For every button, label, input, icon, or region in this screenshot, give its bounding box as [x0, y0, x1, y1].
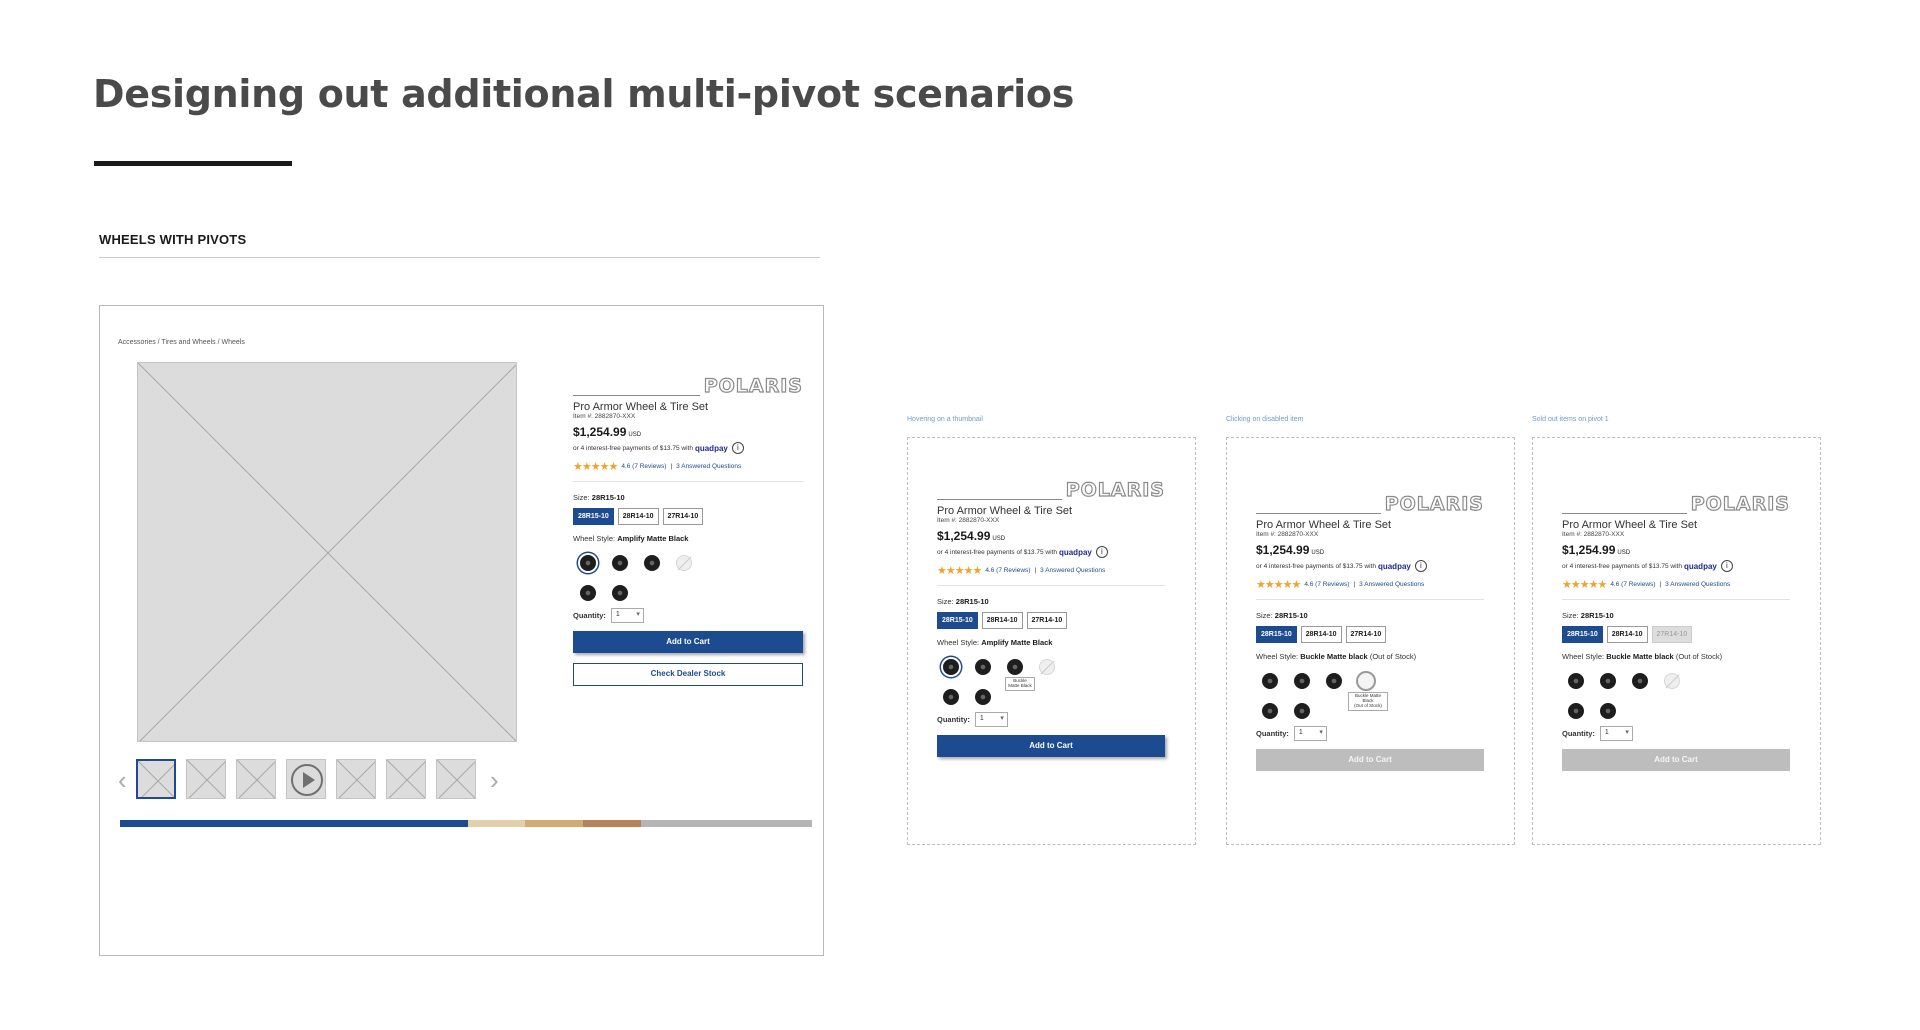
item-number: Item #: 2882870-XXX	[573, 413, 636, 420]
product-name: Pro Armor Wheel & Tire Set	[937, 505, 1073, 517]
thumbnail-7[interactable]	[436, 759, 476, 799]
size-option[interactable]: 27R14-10	[1346, 626, 1387, 643]
polaris-logo: POLARIS	[1687, 495, 1790, 514]
wheel-swatch-icon[interactable]	[975, 689, 991, 705]
swatch-tooltip: Buckle Matte Black	[1005, 677, 1035, 691]
wheel-swatch-icon[interactable]	[943, 659, 959, 675]
wheel-swatch-icon[interactable]	[1294, 703, 1310, 719]
quantity-row: Quantity: 1 ▾	[1562, 726, 1790, 741]
color-segment-blue	[120, 820, 468, 827]
questions-link[interactable]: 3 Answered Questions	[676, 463, 742, 470]
section-divider	[99, 257, 820, 258]
scenario-caption: Hovering on a thumbnail	[907, 416, 983, 423]
info-icon[interactable]: i	[1415, 560, 1427, 572]
polaris-logo: POLARIS	[700, 377, 803, 396]
info-icon[interactable]: i	[1721, 560, 1733, 572]
size-label: Size: 28R15-10	[1562, 611, 1614, 620]
breadcrumb[interactable]: Accessories / Tires and Wheels / Wheels	[118, 339, 245, 346]
reviews-link[interactable]: 4.6 (7 Reviews)	[985, 567, 1031, 574]
questions-link[interactable]: 3 Answered Questions	[1359, 581, 1425, 588]
questions-link[interactable]: 3 Answered Questions	[1040, 567, 1106, 574]
quantity-select[interactable]: 1 ▾	[1600, 726, 1633, 741]
item-number: Item #: 2882870-XXX	[937, 517, 1000, 524]
wheel-swatch-icon[interactable]	[1568, 673, 1584, 689]
wheel-swatch-icon[interactable]	[612, 585, 628, 601]
quadpay-logo[interactable]: quadpay	[1683, 561, 1717, 571]
installments-row: or 4 interest-free payments of $13.75 with quadpay i	[1256, 560, 1484, 572]
wheel-swatch-icon[interactable]	[580, 555, 596, 571]
rating-row: ★★★★★ 4.6 (7 Reviews) | 3 Answered Questions	[1562, 579, 1731, 591]
add-to-cart-button[interactable]: Add to Cart	[573, 631, 803, 653]
size-option[interactable]: 28R14-10	[1607, 626, 1648, 643]
size-option[interactable]: 27R14-10	[663, 508, 704, 525]
wheel-style-swatches	[1256, 666, 1484, 722]
rating-row: ★★★★★ 4.6 (7 Reviews) | 3 Answered Questions	[573, 461, 742, 473]
thumbnail-2[interactable]	[186, 759, 226, 799]
quantity-select[interactable]: 1 ▾	[975, 712, 1008, 727]
add-to-cart-button-disabled[interactable]: Add to Cart	[1562, 749, 1790, 771]
chevron-right-icon[interactable]: ›	[490, 765, 499, 795]
add-to-cart-button[interactable]: Add to Cart	[937, 735, 1165, 757]
quantity-row: Quantity: 1 ▾	[573, 608, 803, 623]
wheel-swatch-icon[interactable]	[1294, 673, 1310, 689]
wheel-swatch-icon[interactable]	[1007, 659, 1023, 675]
wheel-swatch-icon[interactable]	[1262, 673, 1278, 689]
star-rating-icon: ★★★★★	[937, 565, 982, 577]
color-segment-gray	[641, 820, 812, 827]
wheel-swatch-icon[interactable]	[1262, 703, 1278, 719]
size-label: Size: 28R15-10	[937, 597, 989, 606]
scenario-caption: Clicking on disabled item	[1226, 416, 1304, 423]
wheel-swatch-icon[interactable]	[1632, 673, 1648, 689]
section-label: WHEELS WITH PIVOTS	[99, 232, 247, 247]
size-options	[1562, 626, 1790, 643]
quantity-row: Quantity: 1 ▾	[937, 712, 1165, 727]
quadpay-logo[interactable]: quadpay	[1058, 547, 1092, 557]
star-rating-icon: ★★★★★	[1562, 579, 1607, 591]
image-placeholder-cross	[138, 363, 517, 742]
quantity-select[interactable]: 1 ▾	[611, 608, 644, 623]
size-option[interactable]: 28R15-10	[573, 508, 614, 525]
product-name: Pro Armor Wheel & Tire Set	[1256, 519, 1392, 531]
rating-row: ★★★★★ 4.6 (7 Reviews) | 3 Answered Questions	[1256, 579, 1425, 591]
wheel-swatch-disabled-icon[interactable]	[1664, 673, 1680, 689]
questions-link[interactable]: 3 Answered Questions	[1665, 581, 1731, 588]
size-option-disabled[interactable]: 27R14-10	[1652, 626, 1693, 643]
size-option[interactable]: 28R15-10	[1562, 626, 1603, 643]
size-label: Size: 28R15-10	[1256, 611, 1308, 620]
info-icon[interactable]: i	[732, 442, 744, 454]
wheel-swatch-icon[interactable]	[580, 585, 596, 601]
price: $1,254.99 USD	[1562, 543, 1631, 557]
product-info	[1562, 494, 1790, 771]
play-icon	[287, 760, 326, 799]
wheel-swatch-icon[interactable]	[644, 555, 660, 571]
swatch-tooltip: Buckle Matte Black (Out of Stock)	[1348, 692, 1388, 711]
wheel-style-label: Wheel Style: Buckle Matte black (Out of Stock)	[1256, 652, 1417, 661]
product-info	[1256, 494, 1484, 771]
size-option[interactable]: 28R14-10	[982, 612, 1023, 629]
wheel-swatch-icon[interactable]	[1600, 673, 1616, 689]
installments-row: or 4 interest-free payments of $13.75 with quadpay i	[937, 546, 1165, 558]
reviews-link[interactable]: 4.6 (7 Reviews)	[621, 463, 667, 470]
scenario-hover-thumbnail	[907, 437, 1196, 845]
title-underline	[94, 161, 292, 166]
polaris-logo: POLARIS	[1062, 481, 1165, 500]
reviews-link[interactable]: 4.6 (7 Reviews)	[1304, 581, 1350, 588]
size-option[interactable]: 28R14-10	[1301, 626, 1342, 643]
size-options	[573, 508, 803, 525]
brand-header	[573, 376, 803, 398]
info-icon[interactable]: i	[1096, 546, 1108, 558]
brand-color-bar	[120, 820, 812, 827]
size-option[interactable]: 28R15-10	[1256, 626, 1297, 643]
size-options	[937, 612, 1165, 629]
wheel-swatch-icon[interactable]	[612, 555, 628, 571]
wheel-swatch-icon[interactable]	[1600, 703, 1616, 719]
hero-image-placeholder[interactable]	[137, 362, 517, 742]
wheel-swatch-icon[interactable]	[943, 689, 959, 705]
price: $1,254.99 USD	[573, 425, 642, 439]
quantity-row: Quantity: 1 ▾	[1256, 726, 1484, 741]
star-rating-icon: ★★★★★	[573, 461, 618, 473]
size-option[interactable]: 28R15-10	[937, 612, 978, 629]
chevron-left-icon[interactable]: ‹	[118, 765, 127, 795]
slide-title: Designing out additional multi-pivot scenarios	[93, 72, 1075, 116]
quantity-select[interactable]: 1 ▾	[1294, 726, 1327, 741]
wheel-swatch-disabled-selected-icon[interactable]	[1356, 671, 1376, 691]
price: $1,254.99 USD	[1256, 543, 1325, 557]
wheel-swatch-disabled-icon[interactable]	[1039, 659, 1055, 675]
wheel-style-label: Wheel Style: Amplify Matte Black	[937, 638, 1053, 647]
size-option[interactable]: 28R14-10	[618, 508, 659, 525]
thumbnail-video[interactable]	[286, 759, 326, 799]
check-dealer-stock-button[interactable]: Check Dealer Stock	[573, 663, 803, 686]
color-segment-brown	[583, 820, 641, 827]
scenario-disabled-click	[1226, 437, 1515, 845]
thumbnail-strip	[118, 759, 518, 801]
thumbnail-5[interactable]	[336, 759, 376, 799]
wheel-style-swatches	[937, 652, 1165, 708]
wheel-style-label: Wheel Style: Buckle Matte black (Out of Stock)	[1562, 652, 1723, 661]
wheel-swatch-icon[interactable]	[1568, 703, 1584, 719]
installments-row: or 4 interest-free payments of $13.75 with quadpay i	[573, 442, 803, 454]
size-options	[1256, 626, 1484, 643]
installments-row: or 4 interest-free payments of $13.75 with quadpay i	[1562, 560, 1790, 572]
rating-row: ★★★★★ 4.6 (7 Reviews) | 3 Answered Questions	[937, 565, 1106, 577]
thumbnail-6[interactable]	[386, 759, 426, 799]
size-option[interactable]: 27R14-10	[1027, 612, 1068, 629]
product-name: Pro Armor Wheel & Tire Set	[573, 401, 709, 413]
product-name: Pro Armor Wheel & Tire Set	[1562, 519, 1698, 531]
color-segment-tan	[525, 820, 583, 827]
wheel-style-swatches	[573, 548, 803, 604]
main-product-wireframe	[99, 305, 824, 956]
polaris-logo: POLARIS	[1381, 495, 1484, 514]
scenario-caption: Sold out items on pivot 1	[1532, 416, 1609, 423]
wheel-swatch-icon[interactable]	[1326, 673, 1342, 689]
price: $1,254.99 USD	[937, 529, 1006, 543]
wheel-style-swatches	[1562, 666, 1790, 722]
wheel-style-label: Wheel Style: Amplify Matte Black	[573, 534, 689, 543]
item-number: Item #: 2882870-XXX	[1256, 531, 1319, 538]
wheel-swatch-icon[interactable]	[975, 659, 991, 675]
quadpay-logo[interactable]: quadpay	[694, 443, 728, 453]
color-segment-sand	[468, 820, 525, 827]
item-number: Item #: 2882870-XXX	[1562, 531, 1625, 538]
product-info	[937, 480, 1165, 757]
reviews-link[interactable]: 4.6 (7 Reviews)	[1610, 581, 1656, 588]
star-rating-icon: ★★★★★	[1256, 579, 1301, 591]
quadpay-logo[interactable]: quadpay	[1377, 561, 1411, 571]
product-info	[573, 376, 803, 686]
size-label: Size: 28R15-10	[573, 493, 625, 502]
thumbnail-1[interactable]	[136, 759, 176, 799]
wheel-swatch-disabled-icon[interactable]	[676, 555, 692, 571]
thumbnail-3[interactable]	[236, 759, 276, 799]
add-to-cart-button-disabled[interactable]: Add to Cart	[1256, 749, 1484, 771]
scenario-sold-out-pivot	[1532, 437, 1821, 845]
